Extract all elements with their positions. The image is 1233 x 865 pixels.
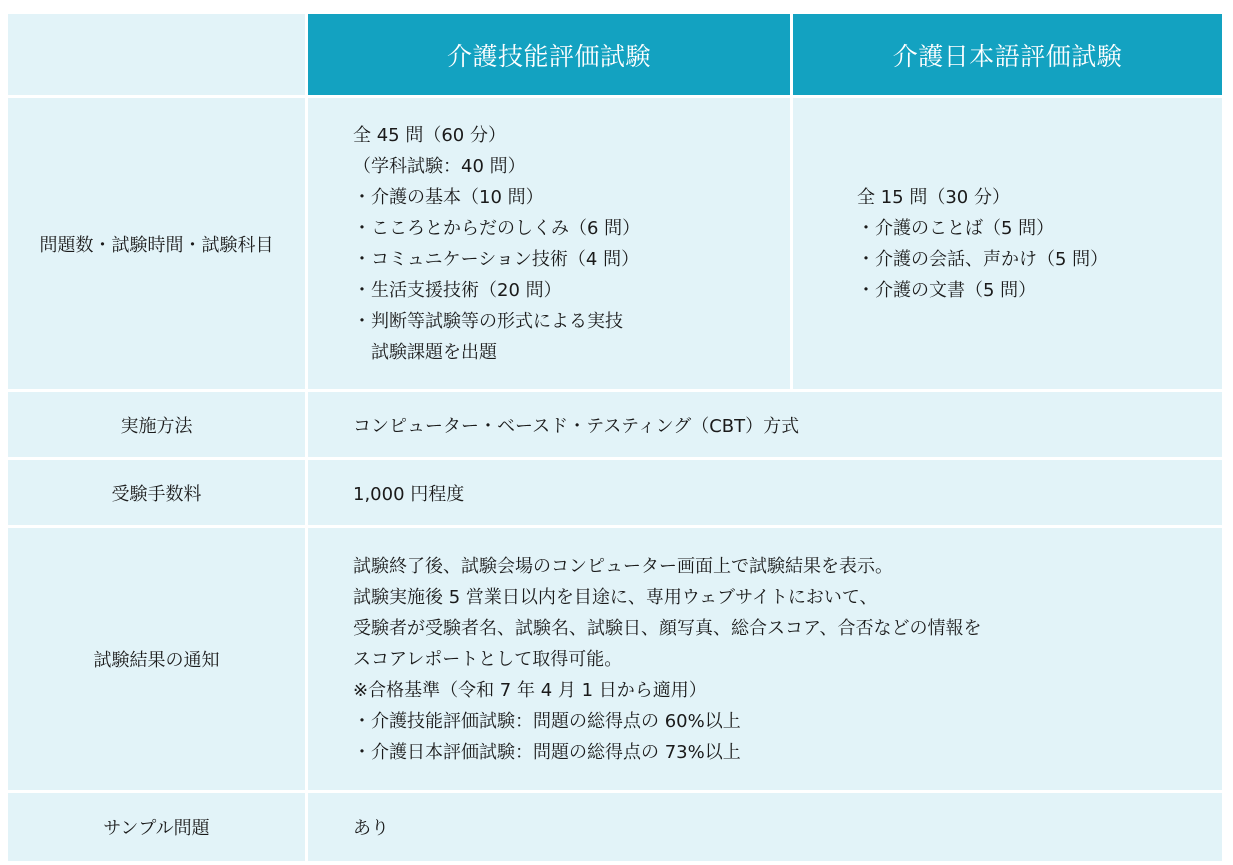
results-line: ※合格基準（令和 7 年 4 月 1 日から適用） bbox=[353, 679, 707, 701]
row-label-questions: 問題数・試験時間・試験科目 bbox=[8, 98, 305, 389]
skill-line: ・コミュニケーション技術（4 問） bbox=[353, 248, 640, 270]
results-line: 受験者が受験者名、試験名、試験日、顔写真、総合スコア、合否などの情報を bbox=[353, 617, 982, 639]
exam-comparison-table bbox=[8, 14, 1222, 850]
results-value bbox=[308, 528, 1222, 790]
row-label-fee: 受験手数料 bbox=[8, 460, 305, 525]
header-corner-cell bbox=[8, 14, 305, 95]
header-japanese-exam: 介護日本語評価試験 bbox=[793, 14, 1222, 95]
japanese-line: 全 15 問（30 分） bbox=[857, 186, 1010, 208]
skill-line: 試験課題を出題 bbox=[353, 341, 497, 363]
results-line: スコアレポートとして取得可能。 bbox=[353, 648, 623, 670]
skill-line: ・生活支援技術（20 問） bbox=[353, 279, 562, 301]
results-line: 試験終了後、試験会場のコンピューター画面上で試験結果を表示。 bbox=[353, 555, 893, 577]
skill-line: ・判断等試験等の形式による実技 bbox=[353, 310, 623, 332]
skill-line: 全 45 問（60 分） bbox=[353, 124, 506, 146]
row-label-sample: サンプル問題 bbox=[8, 793, 305, 861]
fee-value: 1,000 円程度 bbox=[308, 460, 1222, 525]
method-value: コンピューター・ベースド・テスティング（CBT）方式 bbox=[308, 392, 1222, 457]
results-line: 試験実施後 5 営業日以内を目途に、専用ウェブサイトにおいて、 bbox=[353, 586, 878, 608]
skill-line: ・こころとからだのしくみ（6 問） bbox=[353, 217, 641, 239]
skill-line: ・介護の基本（10 問） bbox=[353, 186, 544, 208]
results-line: ・介護技能評価試験：問題の総得点の 60%以上 bbox=[353, 710, 741, 732]
japanese-line: ・介護のことば（5 問） bbox=[857, 217, 1055, 239]
header-skill-exam: 介護技能評価試験 bbox=[308, 14, 790, 95]
japanese-exam-questions bbox=[793, 98, 1222, 389]
results-line: ・介護日本評価試験：問題の総得点の 73%以上 bbox=[353, 741, 741, 763]
skill-line: （学科試験：40 問） bbox=[353, 155, 526, 177]
sample-value: あり bbox=[308, 793, 1222, 861]
skill-exam-questions bbox=[308, 98, 790, 389]
japanese-line: ・介護の文書（5 問） bbox=[857, 279, 1037, 301]
row-label-method: 実施方法 bbox=[8, 392, 305, 457]
japanese-line: ・介護の会話、声かけ（5 問） bbox=[857, 248, 1109, 270]
row-label-results: 試験結果の通知 bbox=[8, 528, 305, 790]
